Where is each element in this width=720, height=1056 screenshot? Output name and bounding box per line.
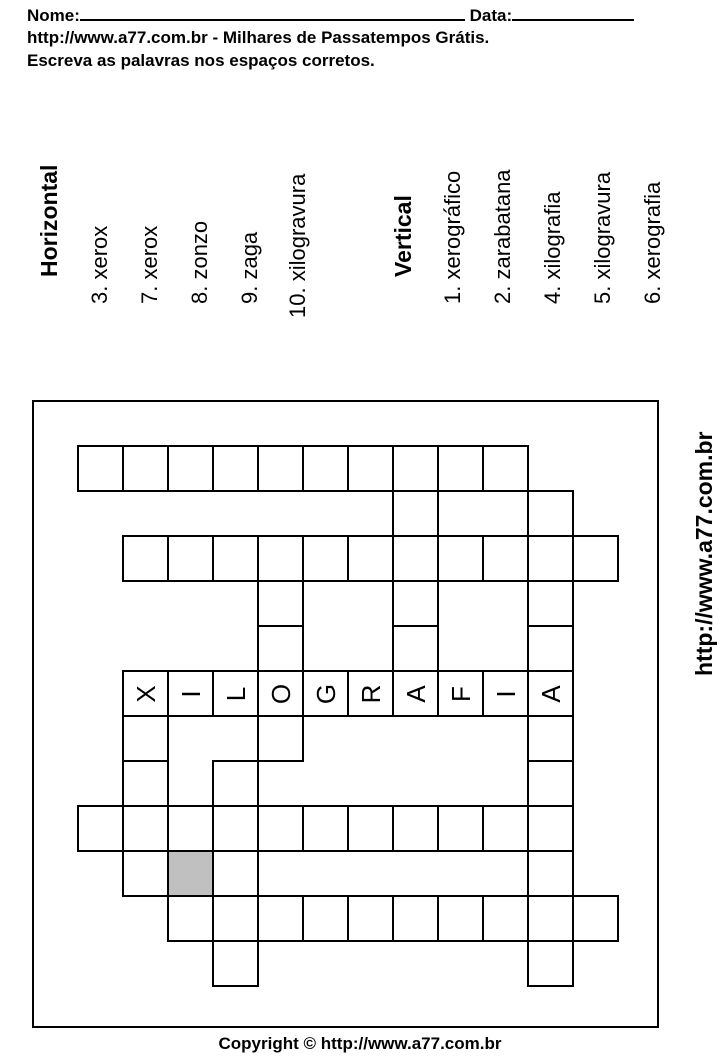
- crossword-cell[interactable]: [167, 895, 214, 942]
- crossword-cell[interactable]: [437, 895, 484, 942]
- crossword-cell[interactable]: [77, 805, 124, 852]
- crossword-cell[interactable]: [122, 850, 169, 897]
- vertical-clue: 2. zarabatana: [490, 169, 515, 304]
- crossword-cell[interactable]: [347, 805, 394, 852]
- crossword-cell[interactable]: [392, 580, 439, 627]
- crossword-cell[interactable]: [527, 490, 574, 537]
- cell-letter: A: [535, 684, 566, 703]
- crossword-cell[interactable]: [257, 670, 304, 717]
- crossword-cell[interactable]: [257, 535, 304, 582]
- crossword-cell[interactable]: [347, 445, 394, 492]
- crossword-cell[interactable]: [122, 715, 169, 762]
- cell-letter: R: [355, 684, 386, 703]
- crossword-cell[interactable]: [572, 895, 619, 942]
- crossword-cell[interactable]: [122, 445, 169, 492]
- crossword-cell[interactable]: [437, 805, 484, 852]
- crossword-cell[interactable]: [122, 670, 169, 717]
- crossword-cell[interactable]: [392, 895, 439, 942]
- crossword-cell[interactable]: [347, 895, 394, 942]
- crossword-cell[interactable]: [212, 535, 259, 582]
- cell-letter: X: [130, 684, 161, 703]
- crossword-cell[interactable]: [122, 805, 169, 852]
- crossword-cell[interactable]: [77, 445, 124, 492]
- crossword-cell[interactable]: [257, 580, 304, 627]
- crossword-cell[interactable]: [527, 625, 574, 672]
- cell-letter: O: [265, 683, 296, 704]
- crossword-cell[interactable]: [167, 805, 214, 852]
- crossword-cell[interactable]: [527, 670, 574, 717]
- crossword-cell[interactable]: [122, 760, 169, 807]
- crossword-cell[interactable]: [572, 535, 619, 582]
- horizontal-clue: 9. zaga: [237, 231, 262, 304]
- crossword-cell[interactable]: [347, 535, 394, 582]
- vertical-clue: 5. xilogravura: [590, 171, 615, 304]
- vertical-clue: 4. xilografia: [540, 191, 565, 304]
- horizontal-clue: 10. xilogravura: [285, 173, 310, 318]
- crossword-cell[interactable]: [392, 625, 439, 672]
- crossword-cell[interactable]: [257, 805, 304, 852]
- crossword-cell[interactable]: [527, 850, 574, 897]
- crossword-cell[interactable]: [122, 535, 169, 582]
- cell-letter: I: [490, 689, 521, 698]
- crossword-cell[interactable]: [257, 895, 304, 942]
- cell-letter: L: [220, 686, 251, 701]
- crossword-cell[interactable]: [437, 670, 484, 717]
- crossword-cell[interactable]: [482, 805, 529, 852]
- crossword-cell[interactable]: [212, 805, 259, 852]
- crossword-cell[interactable]: [482, 535, 529, 582]
- crossword-cell[interactable]: [212, 850, 259, 897]
- crossword-cell[interactable]: [527, 715, 574, 762]
- crossword-cell[interactable]: [212, 760, 259, 807]
- horizontal-clue: 8. zonzo: [187, 220, 212, 304]
- crossword-cell[interactable]: [392, 670, 439, 717]
- cell-letter: G: [310, 683, 341, 704]
- site-line: http://www.a77.com.br - Milhares de Passatempos Grátis.: [27, 28, 490, 47]
- crossword-cell[interactable]: [482, 895, 529, 942]
- horizontal-title: Horizontal: [36, 164, 62, 277]
- crossword-cell[interactable]: [167, 670, 214, 717]
- crossword-cell[interactable]: [212, 670, 259, 717]
- vertical-clue: 6. xerografia: [640, 181, 665, 304]
- horizontal-clue: 3. xerox: [87, 225, 112, 304]
- vertical-clue: 1. xerográfico: [440, 170, 465, 304]
- crossword-cell[interactable]: [437, 445, 484, 492]
- crossword-cell[interactable]: [302, 535, 349, 582]
- cell-letter: A: [400, 684, 431, 703]
- crossword-cell[interactable]: [527, 535, 574, 582]
- instruction-line: Escreva as palavras nos espaços corretos.: [27, 51, 375, 70]
- crossword-cell[interactable]: [167, 445, 214, 492]
- crossword-cell[interactable]: [392, 805, 439, 852]
- crossword-cell[interactable]: [392, 535, 439, 582]
- horizontal-clue: 7. xerox: [137, 225, 162, 304]
- crossword-cell[interactable]: [302, 895, 349, 942]
- crossword-cell[interactable]: [482, 445, 529, 492]
- crossword-cell[interactable]: [212, 445, 259, 492]
- crossword-cell[interactable]: [257, 445, 304, 492]
- crossword-cell[interactable]: [392, 445, 439, 492]
- crossword-cell[interactable]: [302, 445, 349, 492]
- crossword-cell[interactable]: [257, 715, 304, 762]
- crossword-cell[interactable]: [527, 760, 574, 807]
- crossword-cell[interactable]: [527, 940, 574, 987]
- cell-letter: F: [445, 685, 476, 702]
- crossword-cell[interactable]: [212, 940, 259, 987]
- date-label: Data:: [469, 6, 513, 25]
- crossword-cell[interactable]: [302, 670, 349, 717]
- crossword-cell[interactable]: [302, 805, 349, 852]
- crossword-cell[interactable]: [347, 670, 394, 717]
- crossword-cell[interactable]: [527, 895, 574, 942]
- crossword-cell-shaded[interactable]: [167, 850, 214, 897]
- side-url: http://www.a77.com.br: [691, 431, 717, 676]
- cell-letter: I: [175, 689, 206, 698]
- crossword-cell[interactable]: [482, 670, 529, 717]
- crossword-cell[interactable]: [167, 535, 214, 582]
- crossword-cell[interactable]: [527, 805, 574, 852]
- crossword-cell[interactable]: [527, 580, 574, 627]
- crossword-cell[interactable]: [257, 625, 304, 672]
- crossword-cell[interactable]: [212, 895, 259, 942]
- crossword-cell[interactable]: [437, 535, 484, 582]
- copyright: Copyright © http://www.a77.com.br: [218, 1034, 502, 1053]
- crossword-cell[interactable]: [392, 490, 439, 537]
- vertical-title: Vertical: [390, 195, 416, 277]
- name-label: Nome:: [27, 6, 80, 25]
